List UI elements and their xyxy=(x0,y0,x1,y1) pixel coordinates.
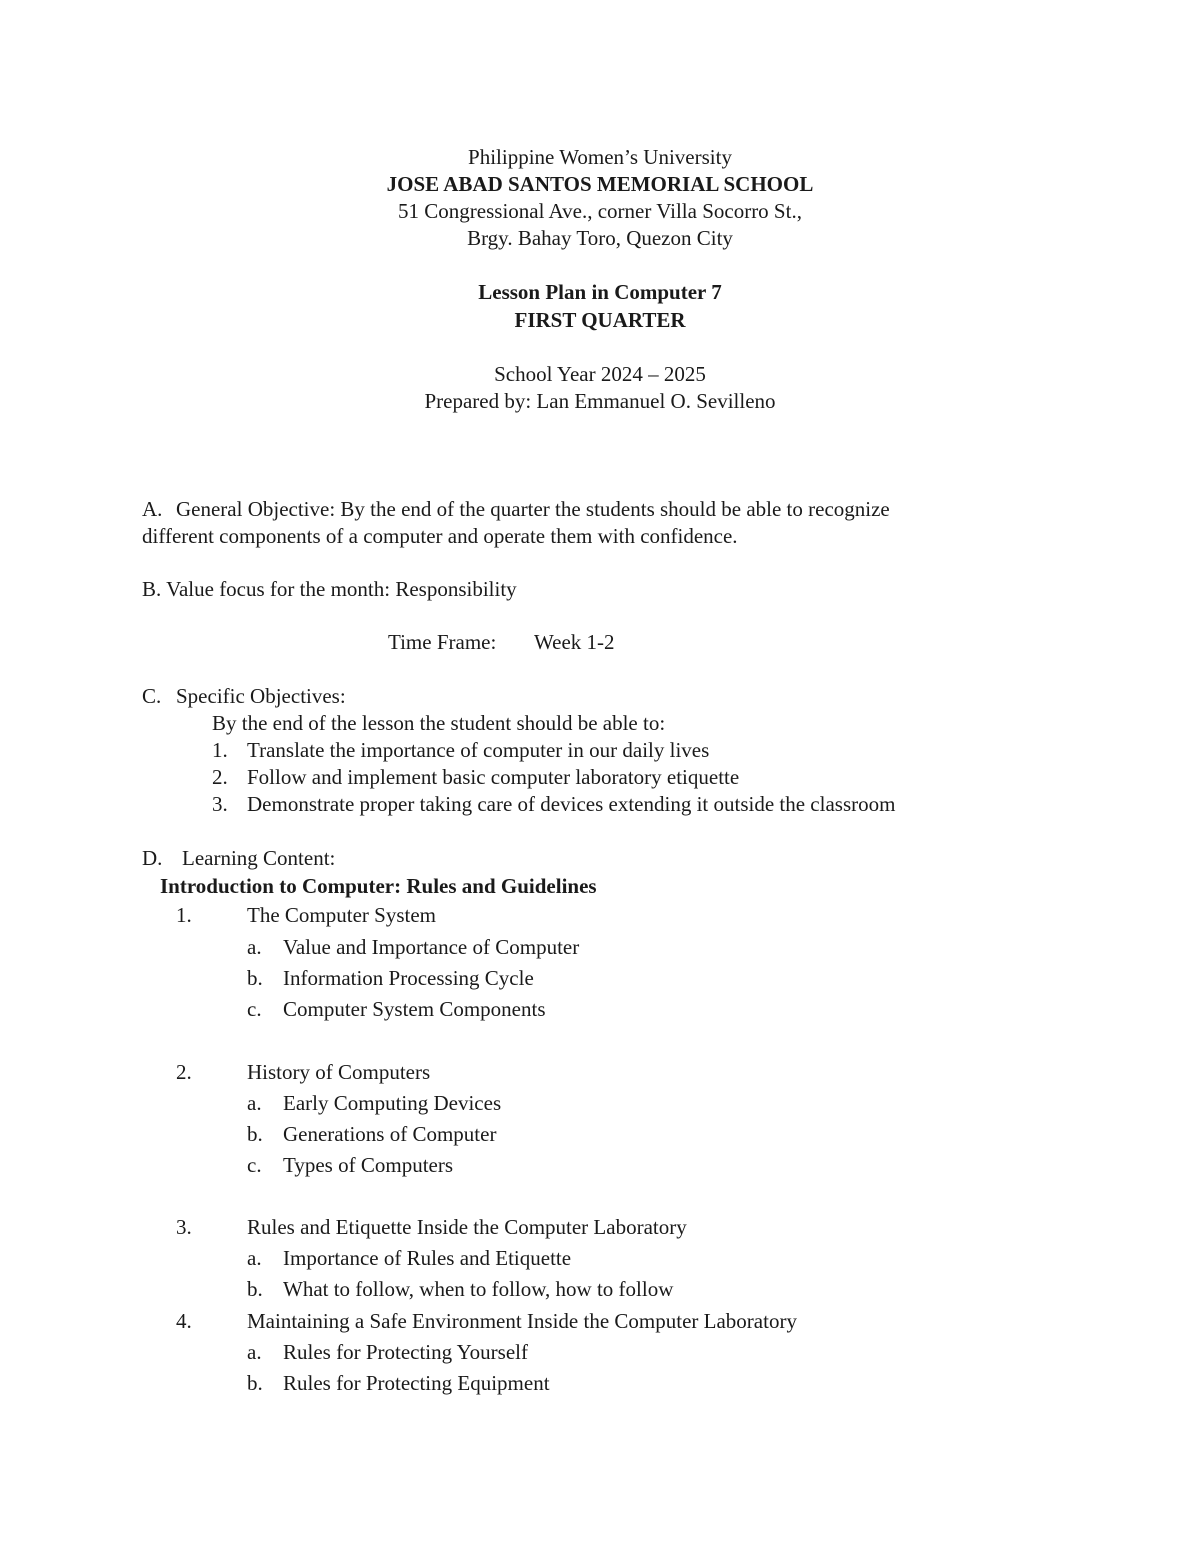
subtopic-text: Early Computing Devices xyxy=(283,1091,502,1115)
objective-text: Follow and implement basic computer laboratory etiquette xyxy=(247,765,740,789)
subtopic-letter: b. xyxy=(247,966,263,990)
objective-number: 2. xyxy=(212,765,228,789)
address-line-1: 51 Congressional Ave., corner Villa Socorro St., xyxy=(398,199,802,223)
subtopic-text: Generations of Computer xyxy=(283,1122,497,1146)
general-objective-line-2: different components of a computer and operate them with confidence. xyxy=(142,524,738,548)
time-frame-value: Week 1-2 xyxy=(534,630,615,654)
topic-number: 2. xyxy=(176,1060,192,1084)
address-line-2: Brgy. Bahay Toro, Quezon City xyxy=(467,226,733,250)
topic-title: Rules and Etiquette Inside the Computer Laboratory xyxy=(247,1215,687,1239)
subtopic-text: Rules for Protecting Yourself xyxy=(283,1340,528,1364)
learning-content-subtitle: Introduction to Computer: Rules and Guidelines xyxy=(160,874,597,898)
school-name: JOSE ABAD SANTOS MEMORIAL SCHOOL xyxy=(386,172,814,196)
objective-number: 1. xyxy=(212,738,228,762)
topic-number: 4. xyxy=(176,1309,192,1333)
objectives-intro: By the end of the lesson the student should be able to: xyxy=(212,711,666,735)
topic-title: The Computer System xyxy=(247,903,436,927)
quarter-title: FIRST QUARTER xyxy=(514,308,686,332)
prepared-by: Prepared by: Lan Emmanuel O. Sevilleno xyxy=(424,389,776,413)
objective-number: 3. xyxy=(212,792,228,816)
subtopic-text: What to follow, when to follow, how to follow xyxy=(283,1277,674,1301)
section-a-marker: A. xyxy=(142,497,163,521)
subtopic-text: Rules for Protecting Equipment xyxy=(283,1371,550,1395)
learning-content-heading: Learning Content: xyxy=(182,846,336,870)
subtopic-letter: b. xyxy=(247,1371,263,1395)
subtopic-letter: b. xyxy=(247,1277,263,1301)
subtopic-letter: b. xyxy=(247,1122,263,1146)
subtopic-letter: a. xyxy=(247,1246,262,1270)
subtopic-letter: a. xyxy=(247,935,262,959)
general-objective-line-1: General Objective: By the end of the quarter the students should be able to recognize xyxy=(176,497,890,521)
time-frame-label: Time Frame: xyxy=(388,630,497,654)
subtopic-text: Types of Computers xyxy=(283,1153,454,1177)
value-focus: B. Value focus for the month: Responsibility xyxy=(142,577,517,601)
topic-number: 1. xyxy=(176,903,192,927)
subtopic-letter: c. xyxy=(247,997,262,1021)
subtopic-letter: a. xyxy=(247,1091,262,1115)
lesson-plan-title: Lesson Plan in Computer 7 xyxy=(478,280,722,304)
subtopic-text: Value and Importance of Computer xyxy=(283,935,580,959)
university-name: Philippine Women’s University xyxy=(468,145,732,169)
section-c-marker: C. xyxy=(142,684,162,708)
objective-text: Translate the importance of computer in our daily lives xyxy=(247,738,710,762)
school-year: School Year 2024 – 2025 xyxy=(494,362,706,386)
subtopic-text: Computer System Components xyxy=(283,997,546,1021)
objective-text: Demonstrate proper taking care of devices extending it outside the classroom xyxy=(247,792,896,816)
topic-title: History of Computers xyxy=(247,1060,431,1084)
topic-title: Maintaining a Safe Environment Inside the Computer Laboratory xyxy=(247,1309,797,1333)
section-d-marker: D. xyxy=(142,846,163,870)
subtopic-text: Information Processing Cycle xyxy=(283,966,534,990)
subtopic-letter: c. xyxy=(247,1153,262,1177)
subtopic-letter: a. xyxy=(247,1340,262,1364)
subtopic-text: Importance of Rules and Etiquette xyxy=(283,1246,572,1270)
topic-number: 3. xyxy=(176,1215,192,1239)
specific-objectives-heading: Specific Objectives: xyxy=(176,684,346,708)
